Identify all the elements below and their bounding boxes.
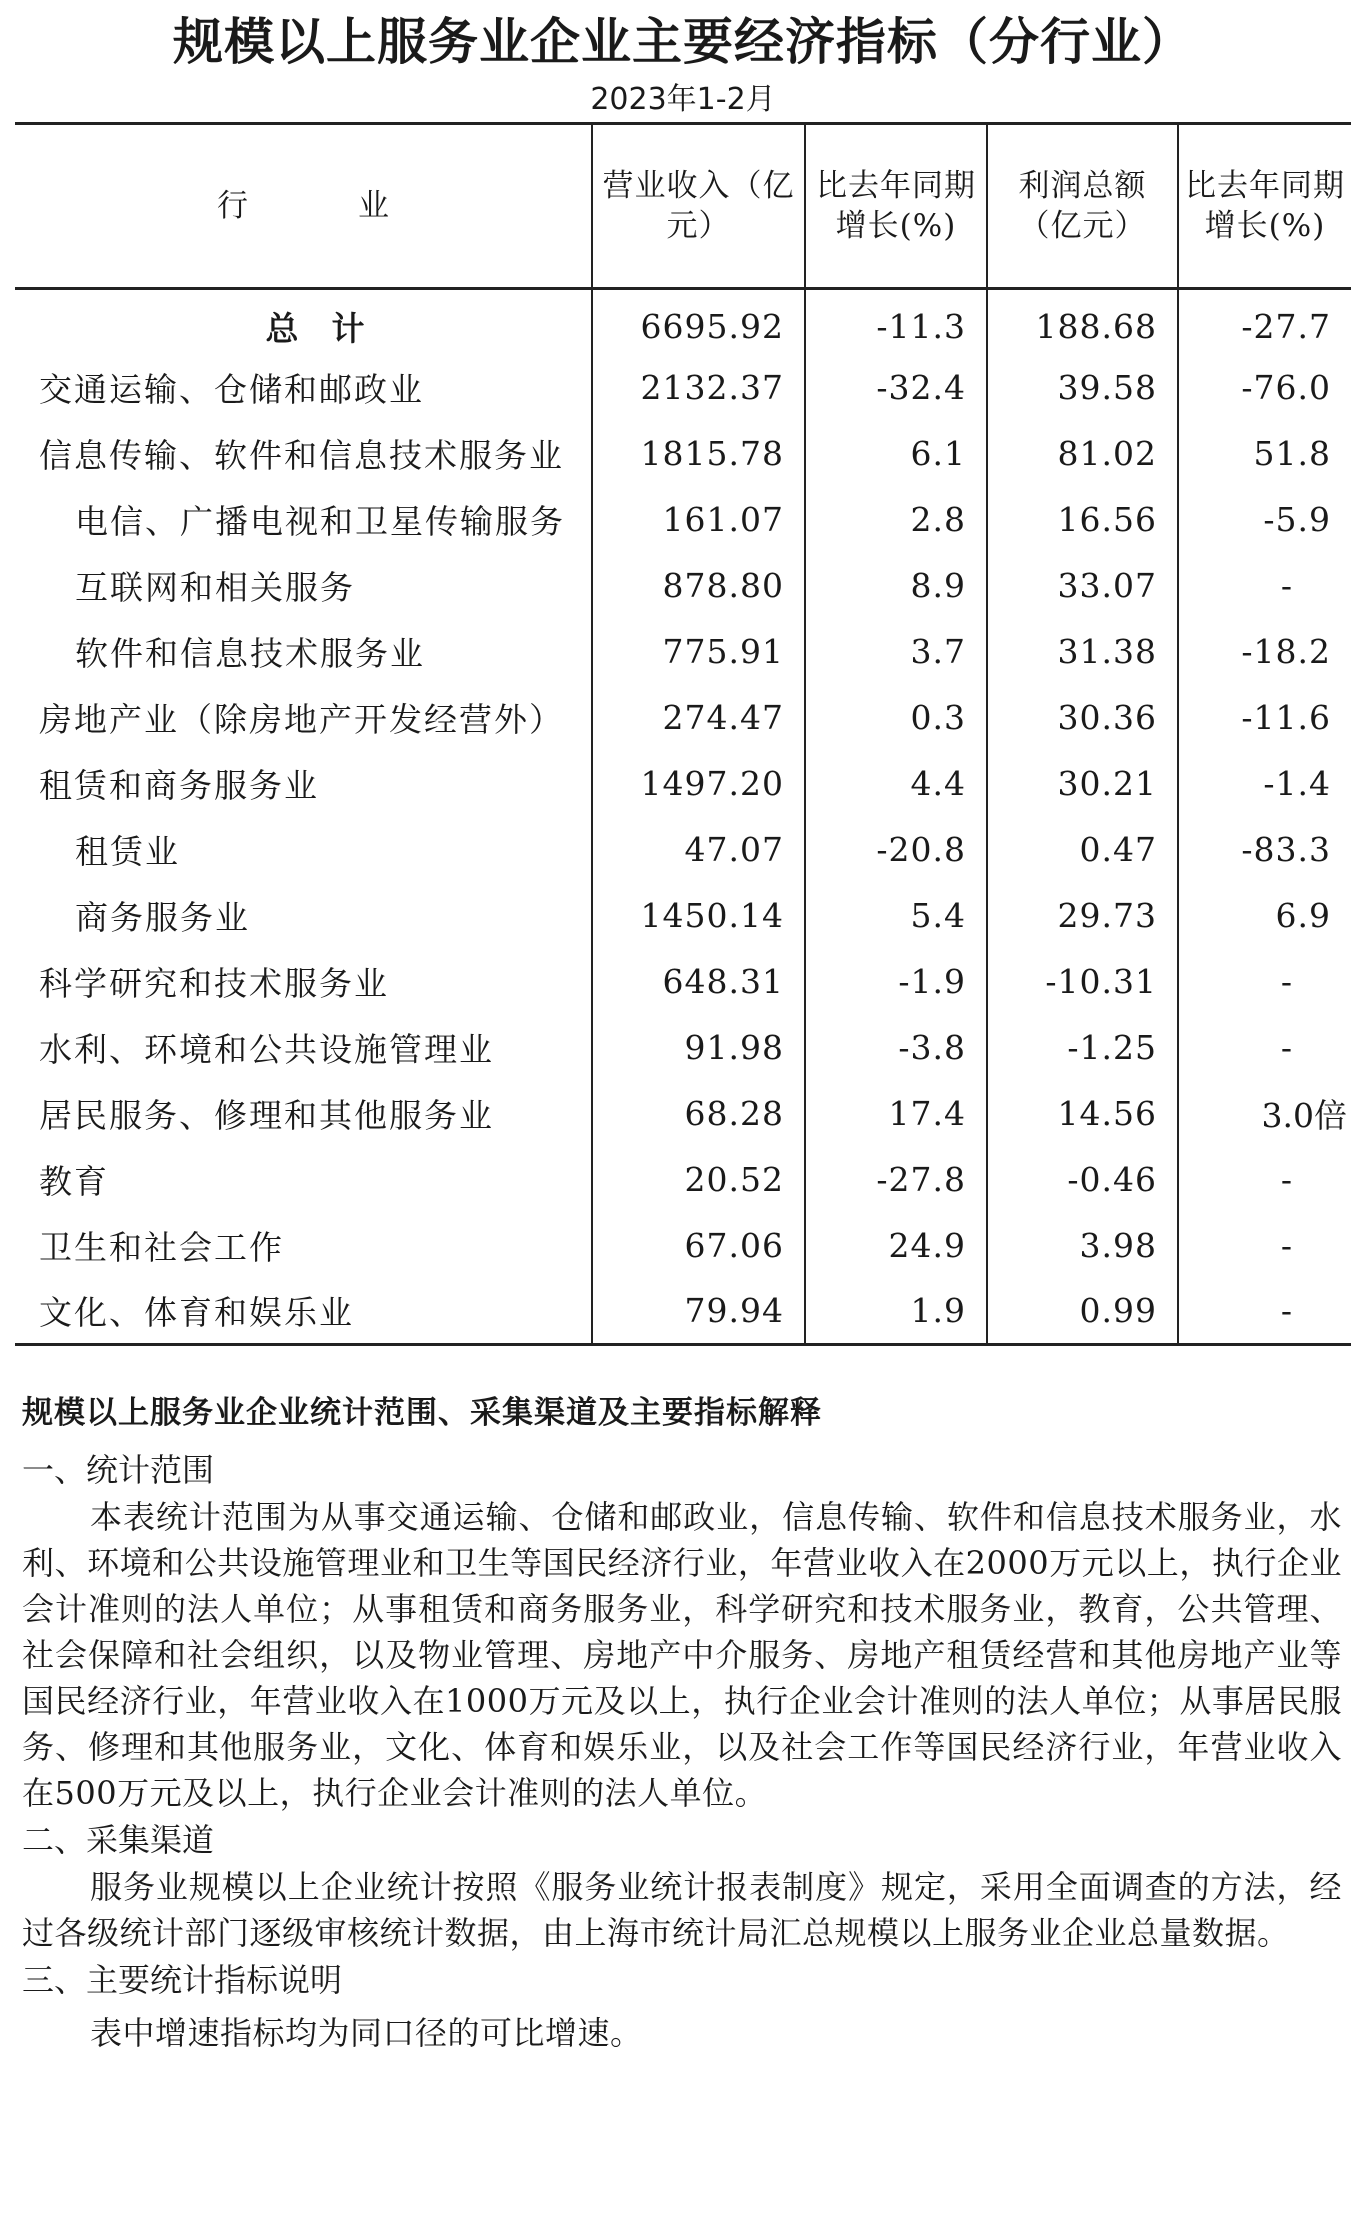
row-name: 卫生和社会工作 bbox=[39, 1228, 284, 1267]
header-revenue: 营业收入（亿元） bbox=[592, 124, 805, 289]
row-name: 教育 bbox=[39, 1162, 109, 1201]
row-profit: 31.38 bbox=[987, 619, 1178, 685]
row-profit-growth: - bbox=[1178, 553, 1351, 619]
table-header-row bbox=[15, 124, 1351, 289]
row-revenue: 1815.78 bbox=[592, 421, 805, 487]
row-name: 房地产业（除房地产开发经营外） bbox=[39, 700, 564, 739]
row-profit: 16.56 bbox=[987, 487, 1178, 553]
row-revenue-growth: 17.4 bbox=[805, 1081, 987, 1147]
table-row-total bbox=[15, 289, 1351, 355]
row-profit-growth: 6.9 bbox=[1178, 883, 1351, 949]
row-revenue-growth: -11.3 bbox=[805, 289, 987, 355]
row-name: 软件和信息技术服务业 bbox=[75, 634, 425, 673]
row-revenue-growth: 1.9 bbox=[805, 1279, 987, 1345]
row-name: 商务服务业 bbox=[75, 898, 250, 937]
row-revenue-growth: 8.9 bbox=[805, 553, 987, 619]
row-name: 文化、体育和娱乐业 bbox=[15, 1279, 592, 1345]
table-row-sub bbox=[15, 619, 1351, 685]
row-profit-growth: - bbox=[1178, 1147, 1351, 1213]
table-row bbox=[15, 1279, 1351, 1345]
period-subtitle: 2023年1-2月 bbox=[590, 82, 776, 117]
row-profit: -0.46 bbox=[987, 1147, 1178, 1213]
table-row bbox=[15, 685, 1351, 751]
row-revenue: 67.06 bbox=[592, 1213, 805, 1279]
row-revenue: 1450.14 bbox=[592, 883, 805, 949]
row-revenue-growth: -32.4 bbox=[805, 355, 987, 421]
row-profit-growth: - bbox=[1178, 1279, 1351, 1345]
section-text-indicators: 表中增速指标均为同口径的可比增速。 bbox=[90, 2014, 643, 2052]
row-profit: 30.36 bbox=[987, 685, 1178, 751]
header-revenue-growth: 比去年同期增长(%) bbox=[805, 124, 987, 289]
row-profit: 188.68 bbox=[987, 289, 1178, 355]
table-row bbox=[15, 355, 1351, 421]
row-profit-growth: -76.0 bbox=[1178, 355, 1351, 421]
row-revenue: 274.47 bbox=[592, 685, 805, 751]
row-name: 水利、环境和公共设施管理业 bbox=[39, 1030, 494, 1069]
row-revenue: 1497.20 bbox=[592, 751, 805, 817]
row-revenue: 648.31 bbox=[592, 949, 805, 1015]
row-revenue: 79.94 bbox=[592, 1279, 805, 1345]
table-row bbox=[15, 1015, 1351, 1081]
row-profit: -10.31 bbox=[987, 949, 1178, 1015]
row-revenue-growth: -27.8 bbox=[805, 1147, 987, 1213]
row-profit: 81.02 bbox=[987, 421, 1178, 487]
row-name: 科学研究和技术服务业 bbox=[39, 964, 389, 1003]
row-profit: -1.25 bbox=[987, 1015, 1178, 1081]
section-heading-scope: 一、统计范围 bbox=[22, 1451, 215, 1489]
row-revenue: 161.07 bbox=[592, 487, 805, 553]
row-revenue-growth: 0.3 bbox=[805, 685, 987, 751]
header-industry bbox=[15, 124, 592, 289]
row-revenue: 20.52 bbox=[592, 1147, 805, 1213]
row-revenue-growth: -20.8 bbox=[805, 817, 987, 883]
table-row-sub bbox=[15, 487, 1351, 553]
row-profit-growth: - bbox=[1178, 1213, 1351, 1279]
table-row-sub bbox=[15, 817, 1351, 883]
row-profit-growth: -5.9 bbox=[1178, 487, 1351, 553]
header-profit: 利润总额（亿元） bbox=[987, 124, 1178, 289]
row-profit: 3.98 bbox=[987, 1213, 1178, 1279]
row-profit-growth: -11.6 bbox=[1178, 685, 1351, 751]
row-revenue-growth: 2.8 bbox=[805, 487, 987, 553]
row-profit: 39.58 bbox=[987, 355, 1178, 421]
section-text-channels: 服务业规模以上企业统计按照《服务业统计报表制度》规定，采用全面调查的方法，经过各级统计部门逐级审核统计数据，由上海市统计局汇总规模以上服务业企业总量数据。 bbox=[22, 1868, 1342, 1952]
row-revenue-growth: 3.7 bbox=[805, 619, 987, 685]
row-revenue-growth: -1.9 bbox=[805, 949, 987, 1015]
section-text-scope: 本表统计范围为从事交通运输、仓储和邮政业，信息传输、软件和信息技术服务业，水利、环境和公共设施管理业和卫生等国民经济行业，年营业收入在2000万元以上，执行企业会计准则的法人单位；从事租赁和商务服务业，科学研究和技术服务业，教育，公共管理、社会保障和社会组织，以及物业管理、房地产中介服务、房地产租赁经营和其他房地产业等国民经济行业，年营业收入在1000万元及以上，执行企业会计准则的法人单位；从事居民服务、修理和其他服务业，文化、体育和娱乐业，以及社会工作等国民经济行业，年营业收入在500万元及以上，执行企业会计准则的法人单位。 bbox=[22, 1498, 1342, 1812]
row-name: 租赁和商务服务业 bbox=[39, 766, 319, 805]
row-name: 信息传输、软件和信息技术服务业 bbox=[39, 436, 564, 475]
header-profit-growth: 比去年同期增长(%) bbox=[1178, 124, 1351, 289]
table-row bbox=[15, 949, 1351, 1015]
row-name: 居民服务、修理和其他服务业 bbox=[39, 1096, 494, 1135]
table-row-sub bbox=[15, 883, 1351, 949]
row-name: 租赁业 bbox=[75, 832, 180, 871]
row-profit-growth: -27.7 bbox=[1178, 289, 1351, 355]
row-name: 电信、广播电视和卫星传输服务 bbox=[75, 502, 565, 541]
indicators-table bbox=[15, 122, 1351, 1346]
row-profit-growth: -18.2 bbox=[1178, 619, 1351, 685]
row-profit-growth: -83.3 bbox=[1178, 817, 1351, 883]
row-revenue-growth: 4.4 bbox=[805, 751, 987, 817]
row-revenue: 47.07 bbox=[592, 817, 805, 883]
row-profit: 29.73 bbox=[987, 883, 1178, 949]
row-revenue: 68.28 bbox=[592, 1081, 805, 1147]
row-revenue-growth: -3.8 bbox=[805, 1015, 987, 1081]
row-revenue: 6695.92 bbox=[592, 289, 805, 355]
row-profit: 0.47 bbox=[987, 817, 1178, 883]
section-heading-indicators: 三、主要统计指标说明 bbox=[22, 1961, 343, 1999]
row-revenue-growth: 6.1 bbox=[805, 421, 987, 487]
row-revenue: 775.91 bbox=[592, 619, 805, 685]
row-profit: 14.56 bbox=[987, 1081, 1178, 1147]
page-title: 规模以上服务业企业主要经济指标（分行业） bbox=[173, 13, 1193, 71]
row-profit: 30.21 bbox=[987, 751, 1178, 817]
row-profit: 0.99 bbox=[987, 1279, 1178, 1345]
section-heading-channels: 二、采集渠道 bbox=[22, 1821, 215, 1859]
row-profit: 33.07 bbox=[987, 553, 1178, 619]
row-revenue: 91.98 bbox=[592, 1015, 805, 1081]
row-name: 互联网和相关服务 bbox=[75, 568, 355, 607]
table-row-sub bbox=[15, 553, 1351, 619]
table-row bbox=[15, 1147, 1351, 1213]
explanatory-notes bbox=[22, 1390, 1342, 2056]
row-name: 交通运输、仓储和邮政业 bbox=[39, 370, 424, 409]
row-profit-growth: - bbox=[1178, 949, 1351, 1015]
row-revenue: 2132.37 bbox=[592, 355, 805, 421]
header-industry-char-2: 业 bbox=[358, 188, 389, 224]
notes-title: 规模以上服务业企业统计范围、采集渠道及主要指标解释 bbox=[22, 1395, 822, 1431]
table-row bbox=[15, 421, 1351, 487]
row-profit-growth: 3.0倍 bbox=[1178, 1081, 1351, 1147]
row-profit-growth: - bbox=[1178, 1015, 1351, 1081]
row-revenue: 878.80 bbox=[592, 553, 805, 619]
header-industry-char-1: 行 bbox=[217, 188, 248, 224]
table-row bbox=[15, 1081, 1351, 1147]
row-revenue-growth: 24.9 bbox=[805, 1213, 987, 1279]
table-row bbox=[15, 751, 1351, 817]
row-revenue-growth: 5.4 bbox=[805, 883, 987, 949]
table-row bbox=[15, 1213, 1351, 1279]
row-name: 总 计 bbox=[265, 308, 365, 348]
row-profit-growth: -1.4 bbox=[1178, 751, 1351, 817]
row-profit-growth: 51.8 bbox=[1178, 421, 1351, 487]
